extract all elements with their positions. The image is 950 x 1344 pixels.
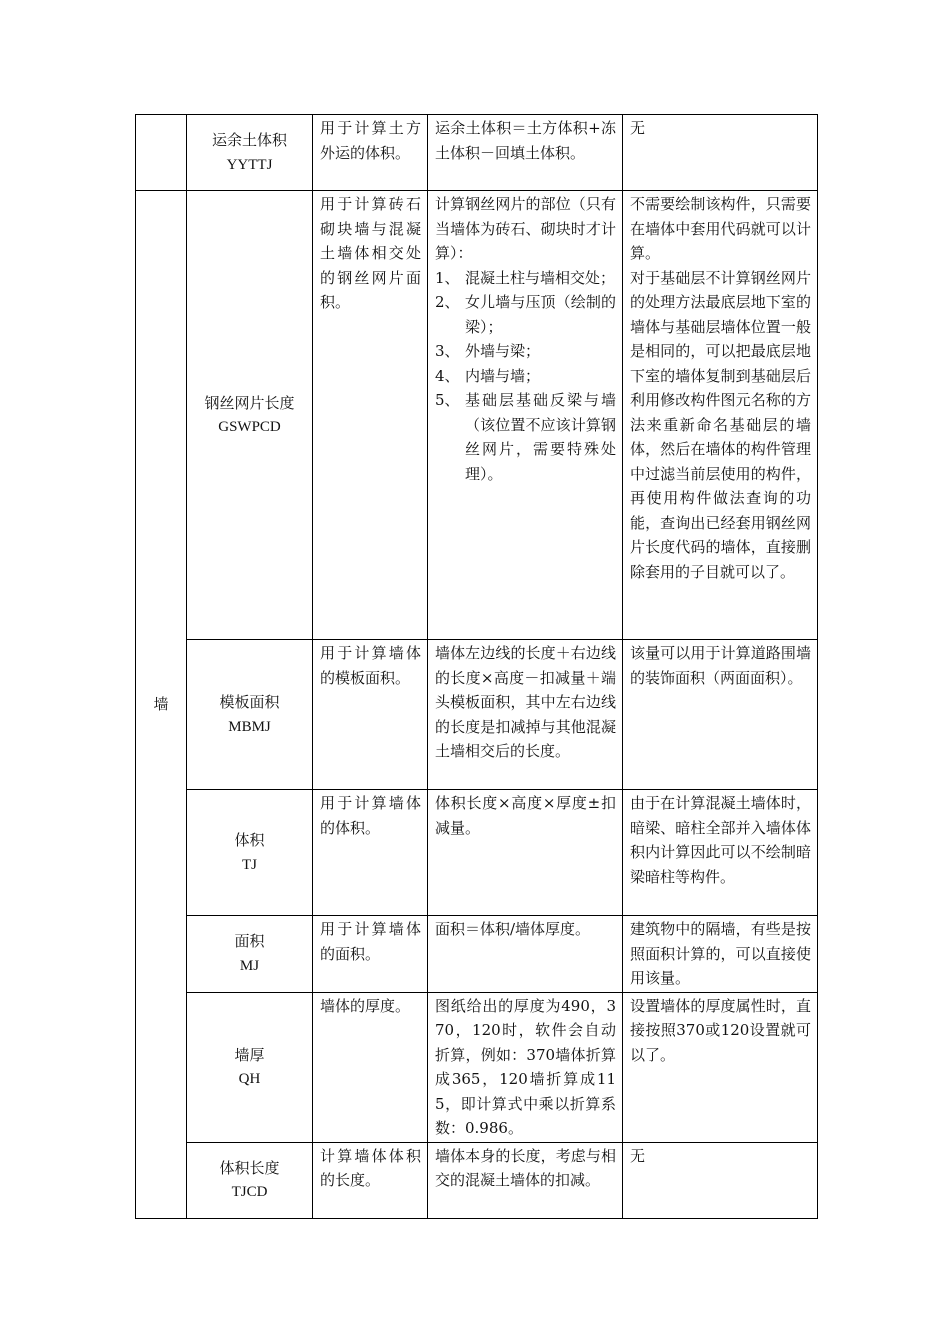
item-purpose: 用于计算墙体的模板面积。	[313, 640, 428, 790]
quantity-code-table	[135, 114, 818, 1219]
item-notes	[623, 115, 818, 191]
item-name: 钢丝网片长度	[204, 393, 295, 412]
item-name-cell	[187, 790, 313, 916]
note-line: 该量可以用于计算道路围墙的装饰面积（两面面积）。	[630, 644, 811, 687]
item-purpose: 用于计算墙体的面积。	[313, 916, 428, 993]
item-name-cell	[187, 1142, 313, 1218]
list-number: 5、	[435, 391, 460, 409]
table-row	[136, 640, 818, 790]
item-name: 体积长度	[219, 1158, 280, 1177]
item-purpose: 墙体的厚度。	[313, 992, 428, 1142]
list-item	[435, 290, 616, 339]
note-line: 建筑物中的隔墙，有些是按照面积计算的，可以直接使用该量。	[630, 920, 811, 987]
formula-list	[435, 266, 616, 487]
list-item	[435, 364, 616, 389]
item-code: MJ	[239, 957, 260, 974]
item-purpose: 用于计算土方外运的体积。	[313, 115, 428, 191]
item-formula: 图纸给出的厚度为490，370，120时，软件会自动折算，例如：370墙体折算成365，120墙折算成115，即计算式中乘以折算系数：0.986。	[428, 992, 623, 1142]
item-name-cell	[187, 191, 313, 640]
item-notes	[623, 992, 818, 1142]
item-name-cell	[187, 115, 313, 191]
item-formula	[428, 191, 623, 640]
item-name: 体积	[234, 831, 265, 849]
item-formula: 面积＝体积/墙体厚度。	[428, 916, 623, 993]
item-formula: 墙体左边线的长度＋右边线的长度×高度－扣减量＋端头模板面积，其中左右边线的长度是扣减掉与其他混凝土墙相交后的长度。	[428, 640, 623, 790]
list-text: 内墙与墙；	[465, 366, 541, 385]
item-notes	[623, 790, 818, 916]
list-number: 2、	[435, 293, 460, 311]
list-text: 基础层基础反梁与墙（该位置不应该计算钢丝网片，需要特殊处理）。	[465, 391, 616, 483]
item-name-cell	[187, 640, 313, 790]
note-line: 无	[630, 119, 646, 137]
table-row	[136, 115, 818, 191]
item-code: GSWPCD	[218, 419, 281, 435]
note-line: 不需要绘制该构件，只需要在墙体中套用代码就可以计算。	[630, 195, 811, 262]
item-name: 面积	[234, 932, 265, 951]
item-purpose: 用于计算墙体的体积。	[313, 790, 428, 916]
list-text: 女儿墙与压顶（绘制的梁）；	[465, 293, 616, 336]
item-notes	[623, 916, 818, 993]
item-purpose: 用于计算砖石砌块墙与混凝土墙体相交处的钢丝网片面积。	[313, 191, 428, 640]
note-line: 由于在计算混凝土墙体时，暗梁、暗柱全部并入墙体体积内计算因此可以不绘制暗梁暗柱等构件。	[630, 794, 811, 886]
item-code: QH	[238, 1071, 261, 1087]
item-name: 墙厚	[234, 1045, 265, 1064]
table-row	[136, 191, 818, 640]
item-formula: 体积长度×高度×厚度±扣减量。	[428, 790, 623, 916]
list-item	[435, 388, 616, 486]
item-notes	[623, 640, 818, 790]
list-text: 外墙与梁；	[465, 342, 541, 360]
list-item	[435, 266, 616, 291]
category-cell: 墙	[136, 191, 187, 1219]
item-name: 运余土体积	[211, 131, 287, 149]
item-name-cell	[187, 992, 313, 1142]
list-number: 4、	[435, 366, 460, 385]
item-formula: 运余土体积＝土方体积+冻土体积－回填土体积。	[428, 115, 623, 191]
item-purpose: 计算墙体体积的长度。	[313, 1142, 428, 1218]
list-text: 混凝土柱与墙相交处；	[465, 268, 616, 287]
item-name: 模板面积	[219, 693, 280, 711]
table-row	[136, 992, 818, 1142]
item-notes	[623, 191, 818, 640]
note-line: 无	[630, 1146, 646, 1165]
note-line: 设置墙体的厚度属性时，直接按照370或120设置就可以了。	[630, 996, 811, 1064]
list-item	[435, 339, 616, 364]
item-formula: 墙体本身的长度，考虑与相交的混凝土墙体的扣减。	[428, 1142, 623, 1218]
item-notes	[623, 1142, 818, 1218]
list-number: 3、	[435, 342, 460, 360]
item-code: TJCD	[231, 1184, 268, 1200]
table-row	[136, 790, 818, 916]
note-line: 对于基础层不计算钢丝网片的处理方法最底层地下室的墙体与基础层墙体位置一般是相同的，可以把最底层地下室的墙体复制到基础层后利用修改构件图元名称的方法来重新命名基础层的墙体，然后在墙体的构件管理中过滤当前层使用的构件，再使用构件做法查询的功能，查询出已经套用钢丝网片长度代码的墙体，直接删除套用的子目就可以了。	[630, 268, 811, 581]
category-cell-empty	[136, 115, 187, 191]
item-code: YYTTJ	[226, 156, 273, 173]
item-name-cell	[187, 916, 313, 993]
formula-intro: 计算钢丝网片的部位（只有当墙体为砖石、砌块时才计算）：	[435, 195, 616, 262]
item-code: MBMJ	[228, 718, 271, 735]
table-row	[136, 916, 818, 993]
list-number: 1、	[435, 268, 460, 287]
item-code: TJ	[242, 856, 257, 873]
table-row	[136, 1142, 818, 1218]
